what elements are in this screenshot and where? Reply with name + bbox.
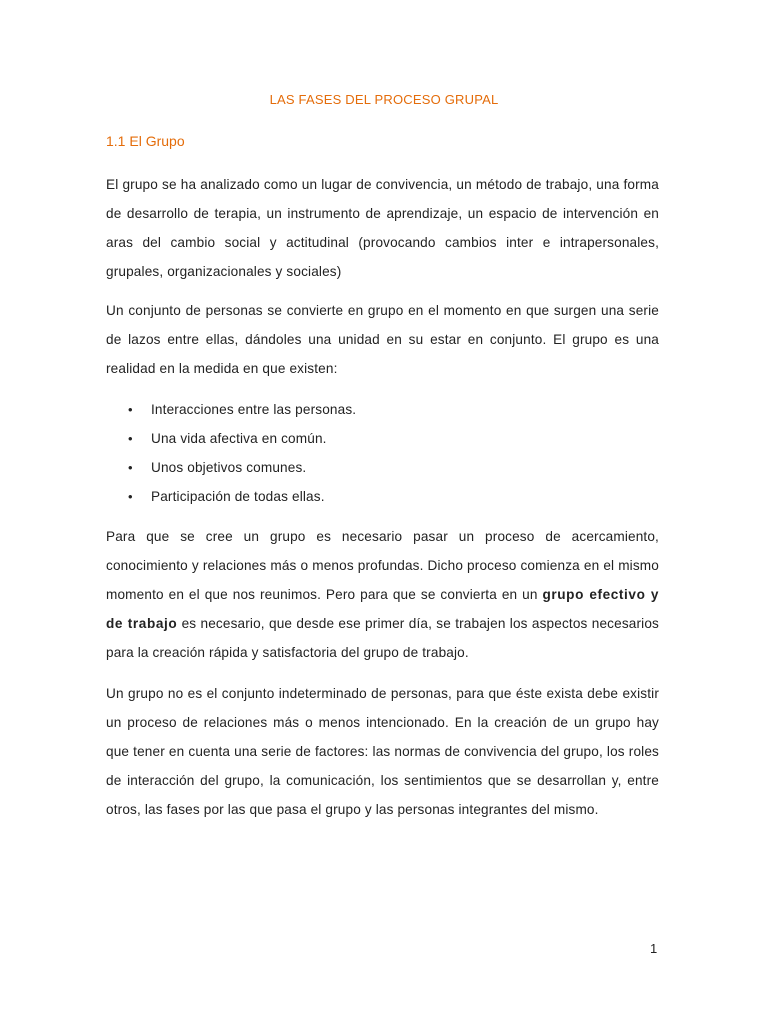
list-item-text: Unos objetivos comunes. xyxy=(151,460,307,475)
list-item-text: Interacciones entre las personas. xyxy=(151,402,357,417)
list-item xyxy=(106,424,356,453)
page-number: 1 xyxy=(650,941,658,956)
list-item-text: Participación de todas ellas. xyxy=(151,489,325,504)
paragraph-1: El grupo se ha analizado como un lugar de convivencia, un método de trabajo, una forma de desarrollo de terapia, un instrumento de aprendizaje, un espacio de intervención en aras del cambio social y actitudinal (provocando cambios inter e intrapersonales, grupales, organizacionales y sociales) xyxy=(106,177,659,279)
bullet-icon: • xyxy=(128,431,133,446)
list-item xyxy=(106,395,356,424)
paragraph-3-bold-phrase: grupo efectivo y de trabajo xyxy=(106,587,660,631)
paragraph-3-text-start: Para que se cree un grupo es necesario pasar un proceso de acercamiento, conocimiento y relaciones más o menos profundas. Dicho proceso comienza en el mismo momento en el que nos reunimos. Pero para que se convierta en un xyxy=(106,529,659,602)
paragraph-3-text-end: es necesario, que desde ese primer día, se trabajen los aspectos necesarios para la creación rápida y satisfactoria del grupo de trabajo. xyxy=(106,616,659,660)
section-heading: 1.1 El Grupo xyxy=(106,133,185,149)
paragraph-4: Un grupo no es el conjunto indeterminado de personas, para que éste exista debe existir un proceso de relaciones más o menos intencionado. En la creación de un grupo hay que tener en cuenta una serie de factores: las normas de convivencia del grupo, los roles de interacción del grupo, la comunicación, los sentimientos que se desarrollan y, entre otros, las fases por las que pasa el grupo y las personas integrantes del mismo. xyxy=(106,686,659,817)
document-title: LAS FASES DEL PROCESO GRUPAL xyxy=(269,92,499,107)
list-item-text: Una vida afectiva en común. xyxy=(151,431,327,446)
paragraph-3 xyxy=(106,522,659,667)
bullet-list xyxy=(106,395,356,511)
list-item xyxy=(106,453,356,482)
bullet-icon: • xyxy=(128,460,133,475)
bullet-icon: • xyxy=(128,489,133,504)
bullet-icon: • xyxy=(128,402,133,417)
list-item xyxy=(106,482,356,511)
paragraph-2: Un conjunto de personas se convierte en grupo en el momento en que surgen una serie de lazos entre ellas, dándoles una unidad en su estar en conjunto. El grupo es una realidad en la medida en que existen: xyxy=(106,303,659,376)
